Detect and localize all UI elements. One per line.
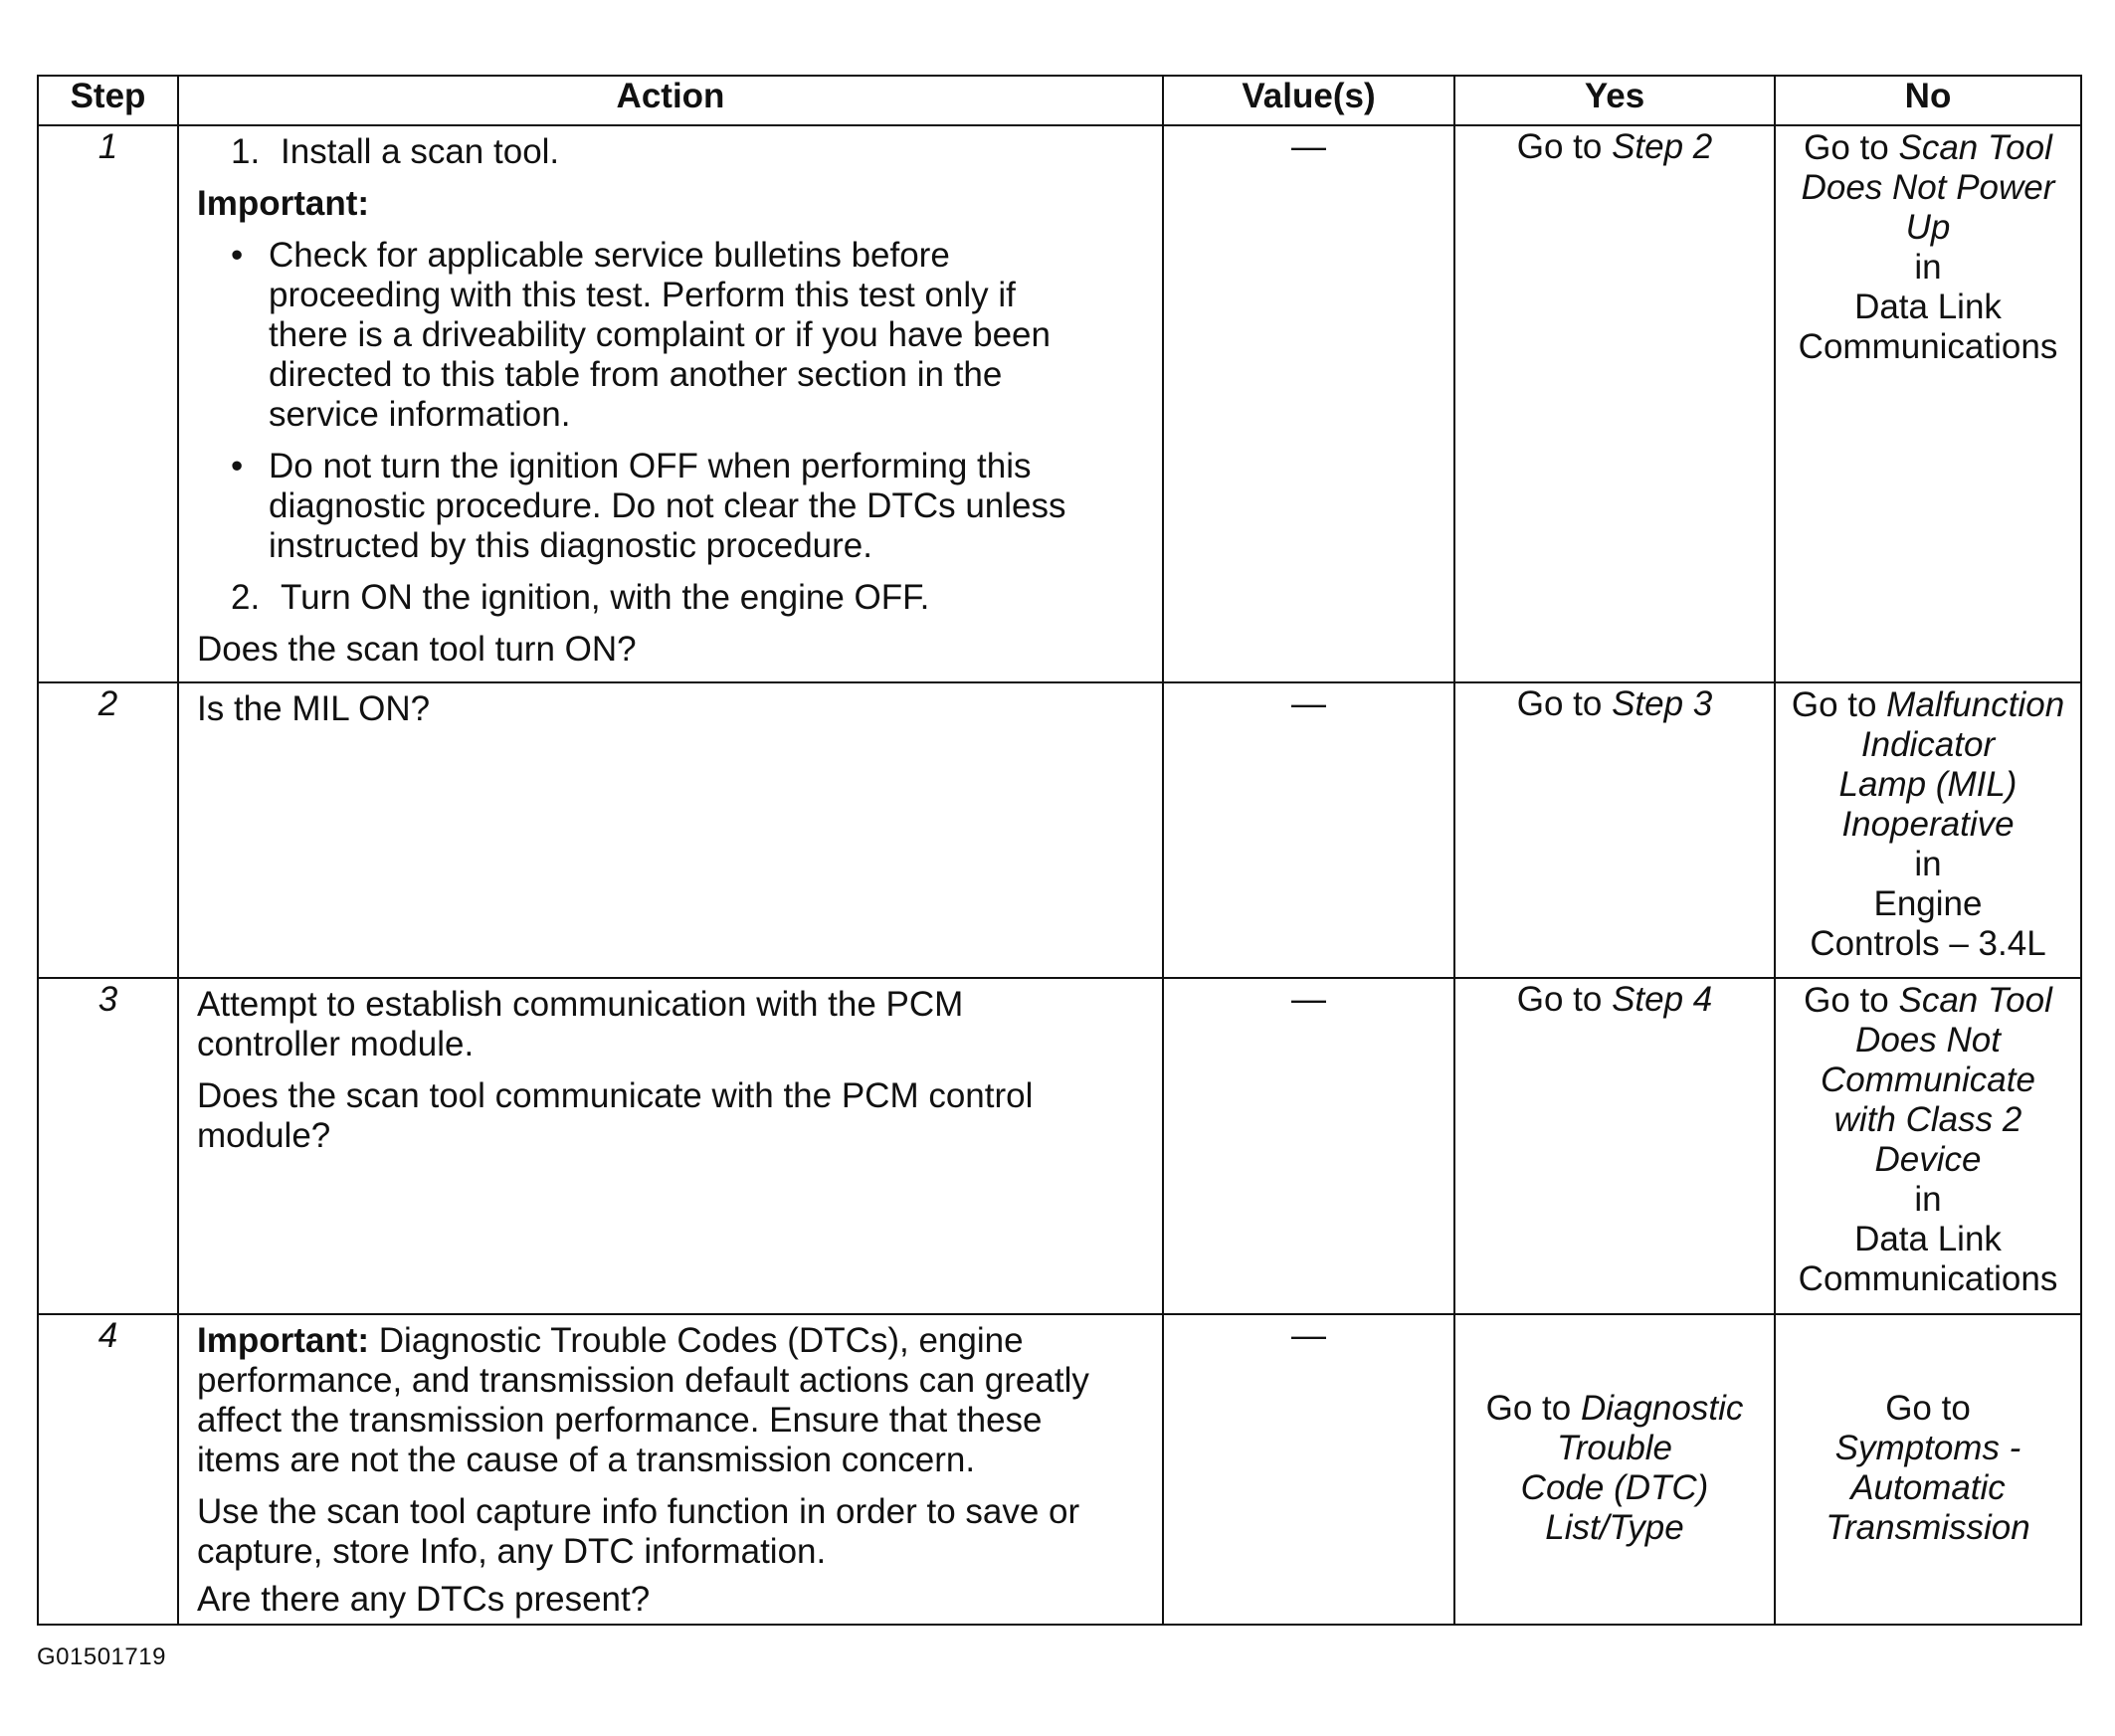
section-link[interactable]: Code (DTC) bbox=[1520, 1467, 1709, 1507]
table-row-step-4 bbox=[38, 1314, 2081, 1625]
action-question: Does the scan tool communicate with the PCM control bbox=[197, 1076, 1034, 1115]
section-link[interactable]: Does Not bbox=[1855, 1021, 2001, 1060]
item-text: Turn ON the ignition, with the engine OFF. bbox=[281, 578, 930, 617]
no-cell bbox=[1775, 682, 2081, 978]
bullet-line: diagnostic procedure. Do not clear the DTCs unless bbox=[269, 486, 1066, 525]
action-question: Are there any DTCs present? bbox=[197, 1580, 651, 1619]
value-cell: — bbox=[1163, 125, 1454, 682]
bullet-line: directed to this table from another section in the bbox=[269, 355, 1003, 394]
header-no: No bbox=[1775, 76, 2081, 125]
action-item-1 bbox=[231, 132, 1148, 172]
action-line: items are not the cause of a transmission concern. bbox=[197, 1441, 976, 1479]
goto-prefix: Go to bbox=[1885, 1389, 1971, 1428]
step-number: 3 bbox=[38, 978, 178, 1314]
section-link[interactable]: Diagnostic bbox=[1580, 1388, 1744, 1428]
section-link[interactable]: Scan Tool bbox=[1898, 981, 2052, 1020]
yes-cell bbox=[1454, 125, 1775, 682]
step-number: 1 bbox=[38, 125, 178, 682]
section-link[interactable]: List/Type bbox=[1545, 1507, 1684, 1547]
header-action: Action bbox=[178, 76, 1163, 125]
diagnostic-table bbox=[37, 75, 2082, 1626]
step-number: 4 bbox=[38, 1314, 178, 1625]
step-link[interactable]: Step 3 bbox=[1612, 684, 1713, 723]
header-yes: Yes bbox=[1454, 76, 1775, 125]
table-row-step-3 bbox=[38, 978, 2081, 1314]
in-label: in bbox=[1914, 248, 1942, 287]
figure-id: G01501719 bbox=[37, 1643, 166, 1670]
bullet-line: Do not turn the ignition OFF when performing this bbox=[269, 447, 1032, 485]
section-link[interactable]: Scan Tool bbox=[1898, 128, 2052, 167]
action-cell bbox=[178, 125, 1163, 682]
section-name: Data Link bbox=[1854, 1220, 2002, 1258]
table-row-step-2 bbox=[38, 682, 2081, 978]
step-link[interactable]: Step 2 bbox=[1612, 127, 1713, 166]
section-link[interactable]: Inoperative bbox=[1841, 805, 2015, 844]
step-number: 2 bbox=[38, 682, 178, 978]
section-link[interactable]: Malfunction bbox=[1886, 685, 2065, 724]
value-cell: — bbox=[1163, 1314, 1454, 1625]
action-question: module? bbox=[197, 1116, 331, 1155]
action-line: Attempt to establish communication with the PCM bbox=[197, 985, 964, 1024]
item-number: 1. bbox=[231, 132, 261, 171]
important-label: Important: bbox=[197, 1321, 370, 1360]
section-link[interactable]: Indicator bbox=[1860, 725, 1996, 764]
header-row bbox=[38, 76, 2081, 125]
bullet-dot: • bbox=[231, 447, 244, 485]
no-cell bbox=[1775, 1314, 2081, 1625]
important-label: Important: bbox=[197, 184, 370, 223]
yes-cell bbox=[1454, 682, 1775, 978]
item-text: Install a scan tool. bbox=[281, 132, 560, 171]
action-line: controller module. bbox=[197, 1025, 475, 1063]
bullet-line: there is a driveability complaint or if you have been bbox=[269, 315, 1051, 354]
action-cell bbox=[178, 978, 1163, 1314]
section-link[interactable]: Lamp (MIL) bbox=[1838, 765, 2018, 804]
header-step: Step bbox=[38, 76, 178, 125]
bullet-line: Check for applicable service bulletins before bbox=[269, 236, 950, 275]
value-cell: — bbox=[1163, 978, 1454, 1314]
bullet-line: instructed by this diagnostic procedure. bbox=[269, 526, 872, 565]
section-name: Communications bbox=[1798, 327, 2058, 366]
action-cell bbox=[178, 682, 1163, 978]
action-line: Use the scan tool capture info function in order to save or bbox=[197, 1492, 1080, 1531]
important-text: Diagnostic Trouble Codes (DTCs), engine bbox=[369, 1321, 1024, 1360]
goto-prefix: Go to bbox=[1485, 1388, 1581, 1428]
action-cell bbox=[178, 1314, 1163, 1625]
action-item-2 bbox=[231, 578, 1148, 618]
section-name: Data Link bbox=[1854, 288, 2002, 326]
no-cell bbox=[1775, 978, 2081, 1314]
action-line: affect the transmission performance. Ensure that these bbox=[197, 1401, 1043, 1440]
section-link[interactable]: Communicate bbox=[1821, 1061, 2035, 1099]
action-line: performance, and transmission default actions can greatly bbox=[197, 1361, 1089, 1400]
bullet-line: service information. bbox=[269, 395, 571, 434]
goto-prefix: Go to bbox=[1516, 127, 1613, 166]
section-link[interactable]: Up bbox=[1905, 208, 1951, 247]
section-link[interactable]: Device bbox=[1874, 1140, 1982, 1179]
header-values: Value(s) bbox=[1163, 76, 1454, 125]
section-name: Communications bbox=[1798, 1259, 2058, 1298]
action-line: capture, store Info, any DTC information. bbox=[197, 1532, 827, 1571]
yes-cell bbox=[1454, 978, 1775, 1314]
section-link[interactable]: Trouble bbox=[1556, 1428, 1673, 1467]
action-question: Does the scan tool turn ON? bbox=[197, 630, 637, 669]
section-name: Controls – 3.4L bbox=[1810, 924, 2046, 963]
bullet-line: proceeding with this test. Perform this test only if bbox=[269, 276, 1016, 314]
goto-prefix: Go to bbox=[1804, 981, 1899, 1020]
value-cell: — bbox=[1163, 682, 1454, 978]
section-link[interactable]: Does Not Power bbox=[1801, 168, 2055, 207]
item-number: 2. bbox=[231, 578, 261, 617]
in-label: in bbox=[1914, 845, 1942, 883]
action-question: Is the MIL ON? bbox=[197, 689, 431, 728]
action-line bbox=[197, 1321, 1148, 1361]
in-label: in bbox=[1914, 1180, 1942, 1219]
goto-prefix: Go to bbox=[1791, 685, 1887, 724]
section-link[interactable]: Symptoms - bbox=[1834, 1429, 2021, 1467]
table-row-step-1 bbox=[38, 125, 2081, 682]
section-link[interactable]: with Class 2 bbox=[1833, 1100, 2022, 1139]
goto-prefix: Go to bbox=[1516, 684, 1613, 723]
step-link[interactable]: Step 4 bbox=[1612, 980, 1713, 1019]
bullet-item bbox=[231, 447, 1148, 566]
yes-cell bbox=[1454, 1314, 1775, 1625]
bullet-dot: • bbox=[231, 236, 244, 275]
section-name: Engine bbox=[1873, 884, 1983, 923]
goto-prefix: Go to bbox=[1516, 980, 1613, 1019]
goto-prefix: Go to bbox=[1804, 128, 1899, 167]
no-cell bbox=[1775, 125, 2081, 682]
section-link[interactable]: Automatic bbox=[1850, 1468, 2006, 1507]
section-link[interactable]: Transmission bbox=[1826, 1508, 2030, 1547]
bullet-item bbox=[231, 236, 1148, 435]
